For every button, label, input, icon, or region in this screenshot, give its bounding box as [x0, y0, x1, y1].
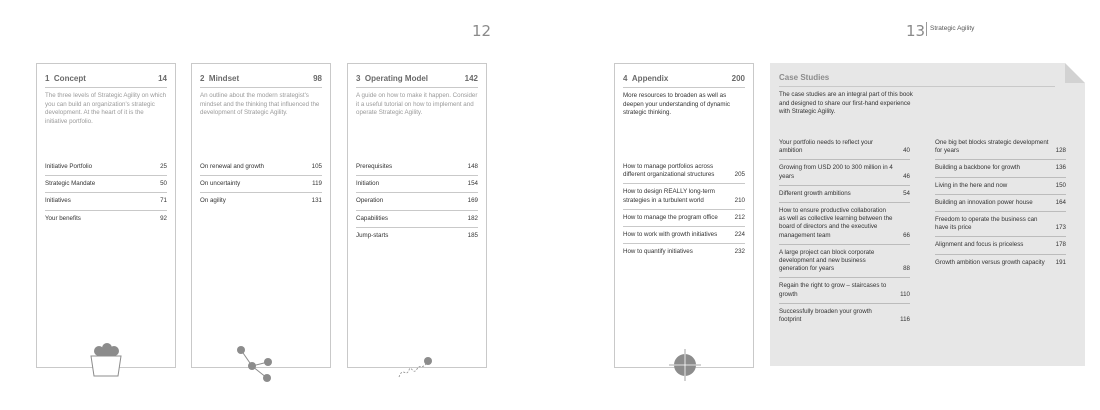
list-item[interactable]: One big bet blocks strategic development for years 128 [935, 139, 1066, 155]
list-item[interactable]: Freedom to operate the business can have its price 173 [935, 211, 1066, 236]
list-item[interactable]: Growth ambition versus growth capacity 191 [935, 254, 1066, 271]
list-item[interactable]: Regain the right to grow – staircases to growth 110 [779, 277, 910, 302]
list-item[interactable]: Your benefits 92 [45, 210, 167, 227]
list-item[interactable]: How to design REALLY long-term strategies in a turbulent world 210 [623, 183, 745, 208]
list-item[interactable]: On renewal and growth 105 [200, 163, 322, 170]
list-item[interactable]: How to quantify initiatives 232 [623, 243, 745, 260]
section-item-list [45, 159, 167, 227]
section-number: 4 [623, 74, 628, 83]
section-card-operating-model[interactable] [347, 63, 487, 368]
list-item[interactable]: Initiative Portfolio 25 [45, 163, 167, 170]
list-item[interactable]: Operation 169 [356, 192, 478, 209]
section-description: The three levels of Strategic Agility on which you can build an organization's strategic development. At the heart of it is the initiative portfolio. [45, 92, 167, 125]
list-item[interactable]: Prerequisites 148 [356, 163, 478, 170]
section-title: Concept [53, 74, 86, 83]
case-studies-description: The case studies are an integral part of this book and designed to share our first-hand experience with Strategic Agility. [779, 91, 913, 116]
list-item[interactable]: Building an innovation power house 164 [935, 194, 1066, 211]
divider [45, 87, 167, 88]
list-item[interactable]: Jump-starts 185 [356, 227, 478, 244]
case-studies-panel[interactable] [770, 63, 1085, 366]
crosshair-circle-icon [668, 348, 702, 382]
list-item[interactable]: How to manage the program office 212 [623, 209, 745, 226]
section-number: 1 [45, 74, 50, 83]
section-heading [356, 74, 478, 83]
divider [779, 86, 1055, 87]
list-item[interactable]: Initiation 154 [356, 175, 478, 192]
list-item[interactable]: How to ensure productive collaboration as well as collective learning between the board of directors and the executive management team 66 [779, 202, 910, 244]
case-studies-column-2 [935, 135, 1066, 271]
list-item[interactable]: How to manage portfolios across different organizational structures 205 [623, 163, 745, 179]
divider [356, 87, 478, 88]
divider [200, 87, 322, 88]
list-item[interactable]: A large project can block corporate development and new business generation for years 88 [779, 244, 910, 278]
section-card-mindset[interactable] [191, 63, 331, 368]
section-description: More resources to broaden as well as deepen your understanding of dynamic strategic thinking. [623, 92, 730, 117]
left-page-number: 12 [472, 22, 492, 40]
divider [623, 87, 745, 88]
section-number: 2 [200, 74, 205, 83]
case-studies-column-1 [779, 135, 910, 328]
section-card-appendix[interactable] [614, 63, 754, 368]
network-nodes-icon [230, 340, 280, 385]
section-title: Appendix [631, 74, 669, 83]
list-item[interactable]: On uncertainty 119 [200, 175, 322, 192]
right-page-number: 13 [906, 22, 926, 40]
list-item[interactable]: Capabilities 182 [356, 210, 478, 227]
section-heading [200, 74, 322, 83]
basket-of-balls-icon [86, 338, 126, 380]
section-item-list [356, 159, 478, 244]
squiggle-path-icon [396, 352, 436, 382]
section-description: A guide on how to make it happen. Consider it a useful tutorial on how to implement and operate Strategic Agility. [356, 92, 478, 117]
list-item[interactable]: Alignment and focus is priceless 178 [935, 236, 1066, 253]
list-item[interactable]: On agility 131 [200, 192, 322, 209]
list-item[interactable]: Initiatives 71 [45, 192, 167, 209]
list-item[interactable]: Strategic Mandate 50 [45, 175, 167, 192]
list-item[interactable]: Growing from USD 200 to 300 million in 4 years 46 [779, 159, 910, 184]
list-item[interactable]: Different growth ambitions 54 [779, 185, 910, 202]
section-number: 3 [356, 74, 361, 83]
section-title: Mindset [208, 74, 240, 83]
section-card-concept[interactable] [36, 63, 176, 368]
section-item-list [200, 159, 322, 210]
section-page: 14 [158, 74, 167, 83]
list-item[interactable]: Building a backbone for growth 136 [935, 159, 1066, 176]
section-heading [45, 74, 167, 83]
section-page: 98 [313, 74, 322, 83]
section-title: Operating Model [364, 74, 429, 83]
section-description: An outline about the modern strategist's mindset and the thinking that influenced the development of Strategic Agility. [200, 92, 320, 117]
section-page: 200 [731, 74, 745, 83]
section-heading [623, 74, 745, 83]
list-item[interactable]: How to work with growth initiatives 224 [623, 226, 745, 243]
list-item[interactable]: Your portfolio needs to reflect your ambition 40 [779, 139, 910, 155]
section-page: 142 [464, 74, 478, 83]
list-item[interactable]: Successfully broaden your growth footprint 116 [779, 303, 910, 328]
list-item[interactable]: Living in the here and now 150 [935, 177, 1066, 194]
running-head: Strategic Agility [930, 25, 975, 32]
running-head-divider [926, 22, 927, 36]
case-studies-title: Case Studies [779, 73, 830, 82]
section-item-list [623, 159, 745, 260]
